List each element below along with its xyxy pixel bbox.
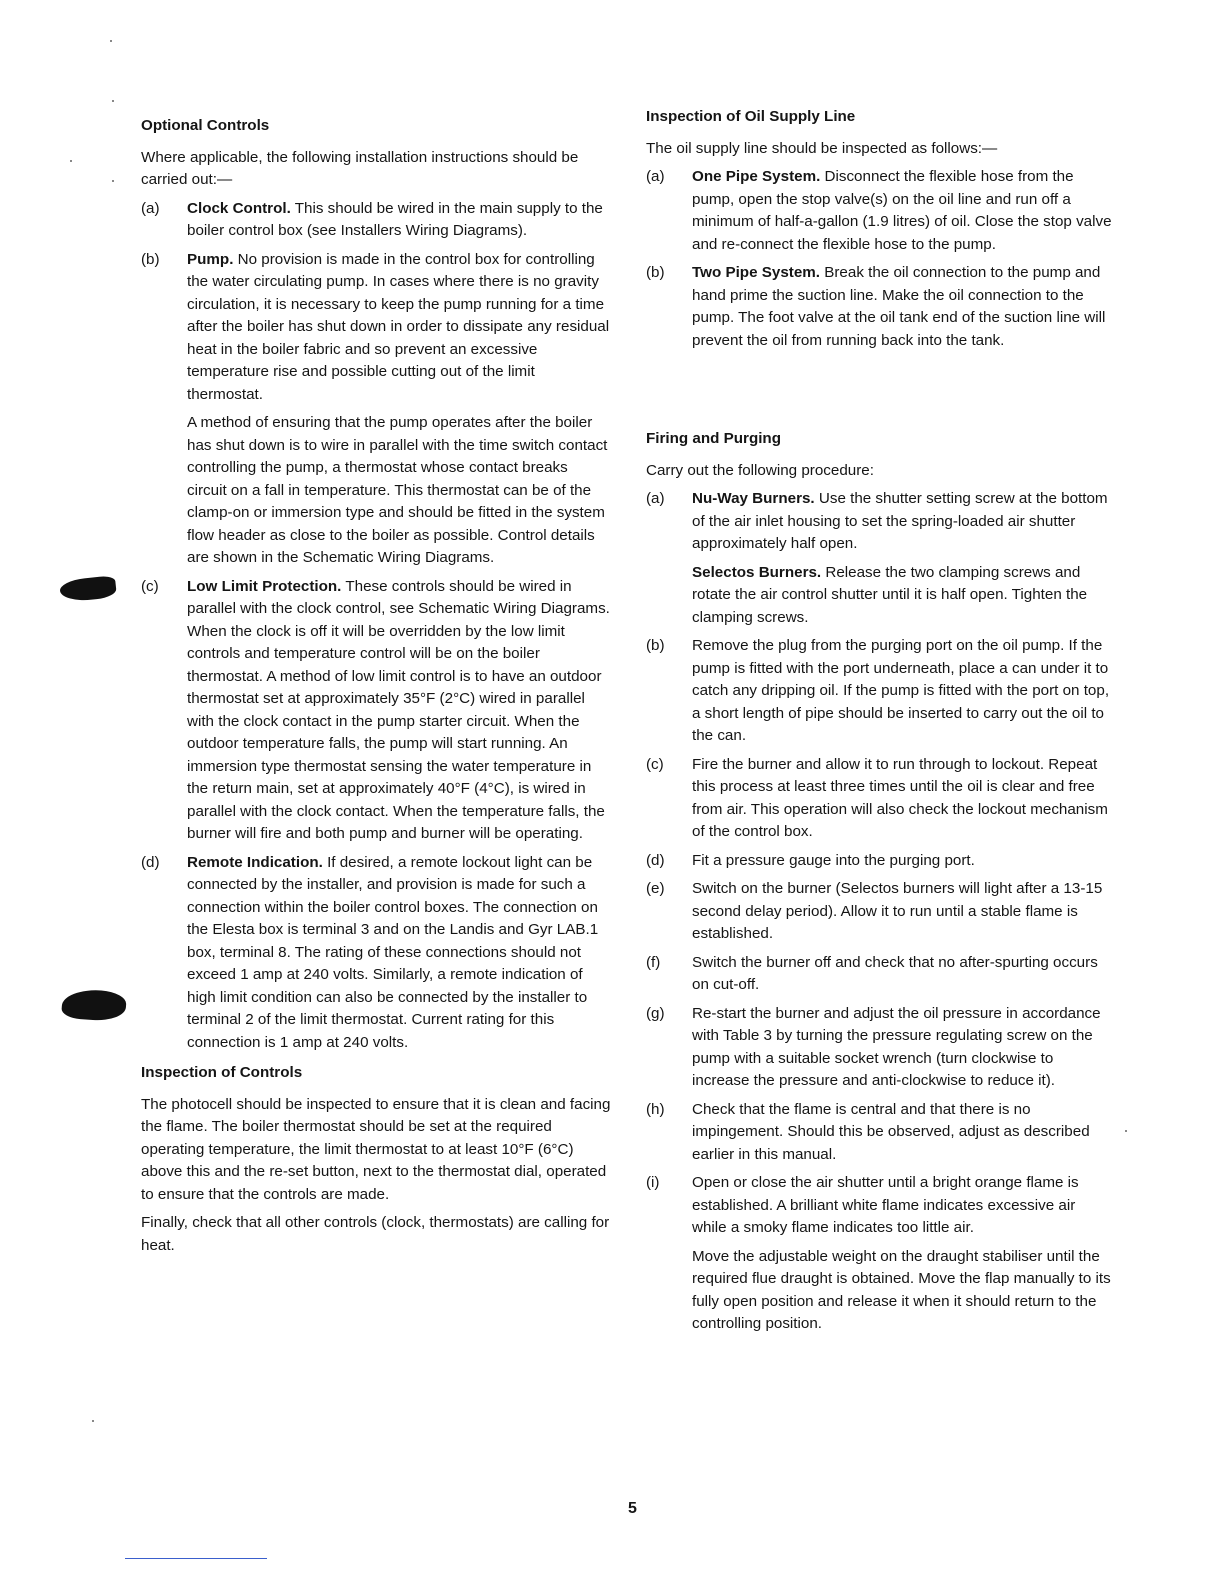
list-item <box>646 1099 1114 1167</box>
item-title: Two Pipe System. <box>692 264 821 281</box>
item-text <box>187 852 611 1055</box>
item-label: (h) <box>646 1100 665 1118</box>
item-title: Selectos Burners. <box>692 563 822 581</box>
item-body: Remove the plug from the purging port on the oil pump. If the pump is fitted with the port underneath, place a can under it to catch any dripping oil. If the pump is fitted with the port on top, a short length of pipe should be inserted to carry out the oil to the can. <box>692 637 1110 744</box>
scan-speck <box>112 180 114 182</box>
list-item <box>646 635 1114 748</box>
list-item <box>646 488 1114 556</box>
optional-controls-heading: Optional Controls <box>141 117 270 134</box>
item-body: If desired, a remote lockout light can be connected by the installer, and provision is made for such a connection within the boiler control boxes. The connection on the Elesta box is terminal 3 and on the Landis and Gyr LAB.1 box, terminal 8. The rating of these connections should not exceed 1 amp at 240 volts. Similarly, a remote indication of high limit condition can also be connected by the installer to terminal 2 of the limit thermostat. Current rating for this connection is 1 amp at 240 volts. <box>187 853 599 1051</box>
item-body: Release the two clamping screws and rotate the air control shutter until it is half open. Tighten the clamping screws. <box>692 563 1088 626</box>
scan-speck <box>1125 1130 1127 1132</box>
scan-smudge <box>59 575 117 603</box>
item-label: (d) <box>141 853 160 871</box>
firing-heading: Firing and Purging <box>646 430 781 447</box>
item-title: One Pipe System. <box>692 168 821 185</box>
item-label: (d) <box>646 851 665 869</box>
stabiliser-paragraph: Move the adjustable weight on the draught stabiliser until the required flue draught is obtained. Move the flap manually to its fully open position and release it when it should return to the controlling position. <box>692 1247 1111 1332</box>
item-title: Nu-Way Burners. <box>692 490 815 507</box>
item-label: (a) <box>141 199 160 217</box>
firing-intro: Carry out the following procedure: <box>646 461 874 479</box>
item-label: (b) <box>141 250 160 268</box>
scan-smudge <box>61 988 127 1022</box>
item-body: This should be wired in the main supply to the boiler control box (see Installers Wiring Diagrams). <box>187 199 603 239</box>
item-body: Fit a pressure gauge into the purging port. <box>692 851 975 869</box>
item-label: (a) <box>646 490 665 507</box>
item-label: (b) <box>646 637 665 654</box>
list-item <box>141 249 611 407</box>
scan-speck <box>92 1420 94 1422</box>
list-item <box>646 166 1114 256</box>
item-label: (a) <box>646 168 665 185</box>
list-item <box>646 952 1114 997</box>
item-body: Use the shutter setting screw at the bottom of the air inlet housing to set the spring-loaded air shutter approximately half open. <box>692 490 1108 552</box>
item-body: Switch the burner off and check that no after-spurting occurs on cut-off. <box>692 953 1098 993</box>
section-spacer <box>646 358 1114 428</box>
item-title: Clock Control. <box>187 199 291 217</box>
list-item <box>646 850 1114 873</box>
oil-supply-intro: The oil supply line should be inspected as follows:— <box>646 139 998 157</box>
item-body: Check that the flame is central and that there is no impingement. Should this be observed, adjust as described earlier in this manual. <box>692 1100 1090 1163</box>
optional-controls-intro: Where applicable, the following installation instructions should be carried out:— <box>141 148 579 188</box>
item-body: Open or close the air shutter until a bright orange flame is established. A brilliant white flame indicates excessive air while a smoky flame indicates too little air. <box>692 1174 1079 1236</box>
pump-extra-paragraph: A method of ensuring that the pump operates after the boiler has shut down is to wire in parallel with the time switch contact controlling the pump, a thermostat whose contact breaks circuit on a fall in temperature. This thermostat can be of the clamp-on or immersion type and should be fitted in the system flow header as close to the boiler as possible. Control details are shown in the Schematic Wiring Diagrams. <box>187 414 608 566</box>
item-text <box>187 576 611 846</box>
item-body: Switch on the burner (Selectos burners will light after a 13-15 second delay period). Allow it to run until a stable flame is established. <box>692 880 1103 942</box>
item-body: These controls should be wired in parallel with the clock control, see Schematic Wiring Diagrams. When the clock is off it will be overridden by the low limit controls and temperature control will be on the boiler thermostat. A method of low limit control is to have an outdoor thermostat set at approximately 35°F (2°C) wired in parallel with the clock contact in the pump starter circuit. When the outdoor temperature falls, the pump will start running. An immersion type thermostat sensing the water temperature in the return main, set at approximately 40°F (4°C), is wired in parallel with the clock contact. When the temperature falls, the burner will fire and both pump and burner will be operating. <box>187 577 610 842</box>
item-title: Remote Indication. <box>187 853 323 871</box>
list-item <box>141 576 611 846</box>
inspection-controls-final: Finally, check that all other controls (clock, thermostats) are calling for heat. <box>141 1214 610 1254</box>
list-item <box>646 754 1114 844</box>
item-label: (c) <box>646 755 664 773</box>
list-item <box>646 878 1114 946</box>
item-body: Disconnect the flexible hose from the pump, open the stop valve(s) on the oil line and run off a minimum of half-a-gallon (1.9 litres) of oil. Close the stop valve and re-connect the flexible hose to the pump. <box>692 168 1112 253</box>
inspection-controls-heading: Inspection of Controls <box>141 1064 303 1081</box>
item-text <box>692 262 1114 352</box>
item-label: (b) <box>646 264 665 281</box>
item-label: (e) <box>646 880 665 897</box>
item-label: (i) <box>646 1174 660 1191</box>
list-item <box>646 1003 1114 1093</box>
list-item <box>646 262 1114 352</box>
item-body: No provision is made in the control box for controlling the water circulating pump. In cases where there is no gravity circulation, it is necessary to keep the pump running for a time after the boiler has shut down in order to dissipate any residual heat in the boiler fabric and so prevent an excessive temperature rise and possible cutting out of the limit thermostat. <box>187 250 610 403</box>
scan-edge-line <box>125 1558 267 1559</box>
item-label: (f) <box>646 953 661 971</box>
item-body: Re-start the burner and adjust the oil pressure in accordance with Table 3 by turning the pressure regulating screw on the pump with a suitable socket wrench (turn clockwise to increase the pressure and anti-clockwise to reduce it). <box>692 1004 1101 1089</box>
scan-speck <box>112 100 114 102</box>
item-label: (c) <box>141 577 159 595</box>
item-title: Low Limit Protection. <box>187 577 342 595</box>
list-item <box>141 852 611 1055</box>
scan-speck <box>70 160 72 162</box>
item-text <box>187 198 611 243</box>
item-title: Pump. <box>187 250 234 268</box>
item-body: Break the oil connection to the pump and hand prime the suction line. Make the oil connection to the pump. The foot valve at the oil tank end of the suction line will prevent the oil from running back into the tank. <box>692 264 1106 349</box>
list-item <box>646 1172 1114 1240</box>
item-text <box>187 249 611 407</box>
left-column <box>141 115 611 1263</box>
inspection-controls-paragraph: The photocell should be inspected to ensure that it is clean and facing the flame. The boiler thermostat should be set at the required operating temperature, the limit thermostat to at least 10°F (6°C) above this and the re-set button, next to the thermostat dial, operated to ensure that the controls are made. <box>141 1095 611 1203</box>
list-item <box>141 198 611 243</box>
selectos-paragraph <box>646 562 1114 630</box>
oil-supply-heading: Inspection of Oil Supply Line <box>646 108 856 125</box>
item-label: (g) <box>646 1004 665 1022</box>
item-text <box>692 488 1114 556</box>
page-number: 5 <box>628 1500 637 1517</box>
right-column <box>646 106 1114 1342</box>
scan-speck <box>110 40 112 42</box>
item-body: Fire the burner and allow it to run through to lockout. Repeat this process at least three times until the oil is clear and free from air. This operation will also check the lockout mechanism of the control box. <box>692 755 1108 840</box>
item-text <box>692 166 1114 256</box>
